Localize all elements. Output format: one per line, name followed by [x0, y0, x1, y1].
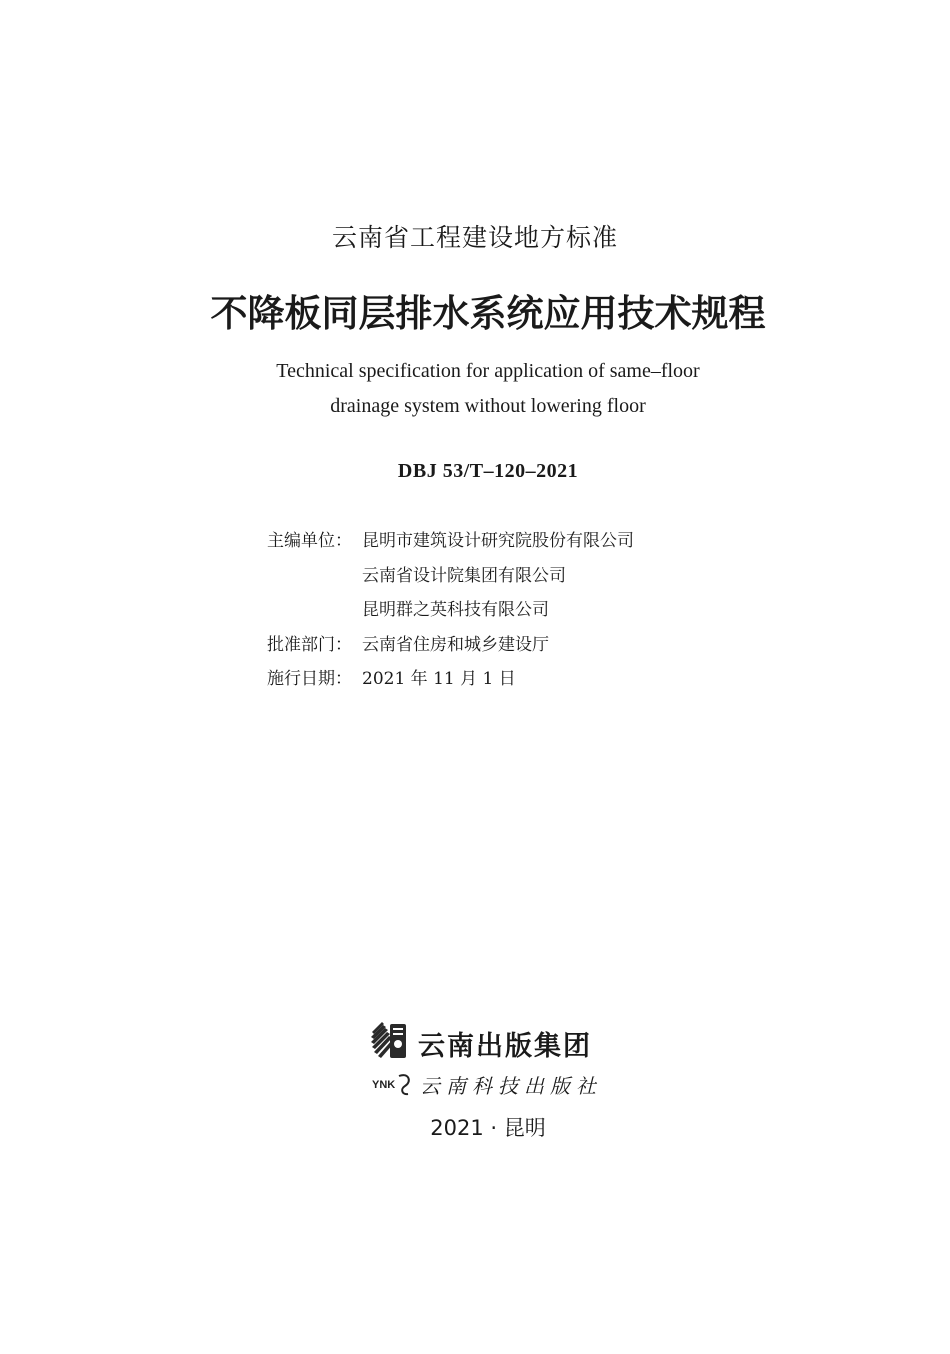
date-label: 施行日期：: [267, 669, 352, 689]
ynk-logo-icon: [372, 1068, 412, 1098]
english-title-line-2: drainage system without lowering floor: [330, 395, 646, 417]
standard-code: DBJ 53/T–120–2021: [397, 460, 579, 482]
editor-unit-3: 昆明群之英科技有限公司: [362, 600, 549, 620]
editor-row-2: [267, 559, 634, 594]
editor-unit-1: 昆明市建筑设计研究院股份有限公司: [362, 531, 634, 551]
standard-series: 云南省工程建设地方标准: [331, 223, 618, 252]
press-name: 云南科技出版社: [420, 1074, 602, 1098]
info-block: [267, 524, 634, 697]
editor-row-3: [267, 593, 634, 628]
approval-row: [267, 628, 634, 663]
date-row: [267, 662, 634, 697]
editor-row: [267, 524, 634, 559]
editor-unit-2: 云南省设计院集团有限公司: [362, 565, 566, 586]
publication-place-year: 2021 · 昆明: [430, 1116, 546, 1140]
approval-label: 批准部门：: [267, 634, 352, 655]
book-stack-logo-icon: [368, 1018, 410, 1062]
publisher-group-name: 云南出版集团: [418, 1031, 592, 1062]
english-title-line-1: Technical specification for application of same–floor: [276, 360, 700, 382]
publisher-block: [368, 1018, 628, 1108]
chinese-title: 不降板同层排水系统应用技术规程: [210, 291, 766, 335]
approval-value: 云南省住房和城乡建设厅: [362, 634, 549, 655]
date-value: 2021 年 11 月 1 日: [362, 669, 516, 689]
english-title: [0, 354, 950, 424]
ynk-logo-text: YNK: [372, 1079, 396, 1091]
editor-label: 主编单位：: [267, 531, 352, 551]
